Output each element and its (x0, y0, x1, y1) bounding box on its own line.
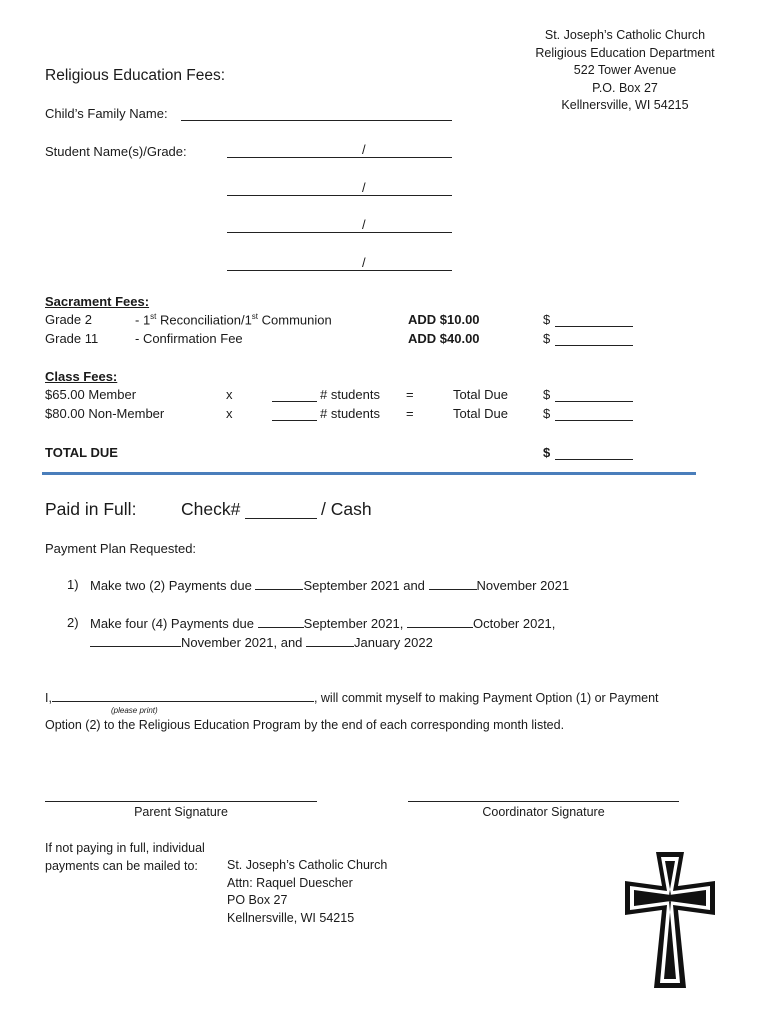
total-due-label: Total Due (453, 406, 508, 421)
church-department: Religious Education Department (535, 45, 715, 60)
student-separator: / (362, 217, 366, 232)
mail-attn: Attn: Raquel Duescher (227, 875, 353, 890)
family-name-field[interactable] (181, 120, 452, 121)
check-number-field[interactable] (245, 518, 317, 519)
payment-date-field[interactable] (429, 577, 477, 590)
times-sign: x (226, 406, 233, 421)
commitment-line-2: Option (2) to the Religious Education Program by the end of each corresponding month listed. (45, 718, 565, 732)
sacrament-add-amount: ADD $40.00 (408, 331, 480, 346)
parent-signature-field[interactable] (45, 801, 317, 802)
coordinator-signature-label: Coordinator Signature (482, 805, 605, 819)
family-name-label: Child’s Family Name: (45, 106, 168, 121)
church-street: 522 Tower Avenue (573, 63, 677, 77)
class-fee-label: $65.00 Member (45, 387, 137, 402)
sacrament-amount-field[interactable] (555, 326, 633, 327)
option-number: 2) (67, 615, 79, 630)
sacrament-grade: Grade 11 (45, 331, 99, 346)
please-print-note: (please print) (111, 706, 158, 715)
equals-sign: = (406, 387, 414, 402)
students-label: # students (320, 387, 380, 402)
church-po-box: P.O. Box 27 (592, 80, 658, 95)
coordinator-signature-field[interactable] (408, 801, 679, 802)
class-fee-label: $80.00 Non-Member (45, 406, 165, 421)
section-divider (42, 472, 696, 475)
currency-sign: $ (543, 445, 551, 460)
paid-in-full-label: Paid in Full: (45, 499, 137, 519)
student-label: Student Name(s)/Grade: (45, 144, 187, 159)
student-name-field-2[interactable] (227, 195, 452, 196)
student-name-field-1[interactable] (227, 157, 452, 158)
sacrament-heading: Sacrament Fees: (45, 294, 150, 309)
student-count-field[interactable] (272, 420, 317, 421)
check-label: Check# (181, 499, 241, 519)
cash-label: / Cash (321, 499, 372, 519)
currency-sign: $ (543, 406, 551, 421)
sacrament-grade: Grade 2 (45, 312, 92, 327)
option-number: 1) (67, 577, 79, 592)
payment-date-field[interactable] (90, 634, 181, 647)
sacrament-description: - Confirmation Fee (135, 331, 243, 346)
mail-city: Kellnersville, WI 54215 (227, 910, 355, 925)
sacrament-description: - 1st Reconciliation/1st Communion (135, 312, 332, 328)
student-separator: / (362, 142, 366, 157)
parent-signature-label: Parent Signature (134, 805, 228, 819)
sacrament-amount-field[interactable] (555, 345, 633, 346)
student-separator: / (362, 180, 366, 195)
payment-date-field[interactable] (258, 615, 304, 628)
payment-option-2-line-2: November 2021, and January 2022 (90, 634, 433, 650)
parent-name-field[interactable] (52, 689, 314, 702)
mail-po-box: PO Box 27 (227, 893, 288, 907)
student-name-field-4[interactable] (227, 270, 452, 271)
class-fees-heading: Class Fees: (45, 369, 118, 384)
times-sign: x (226, 387, 233, 402)
equals-sign: = (406, 406, 414, 421)
payment-date-field[interactable] (407, 615, 473, 628)
grand-total-label: TOTAL DUE (45, 445, 118, 460)
payment-date-field[interactable] (306, 634, 354, 647)
church-city: Kellnersville, WI 54215 (561, 98, 689, 112)
student-count-field[interactable] (272, 401, 317, 402)
payment-option-2-line-1: Make four (4) Payments due September 2021, October 2021, (90, 616, 556, 631)
class-fee-amount-field[interactable] (555, 401, 633, 402)
student-separator: / (362, 255, 366, 270)
mail-church-name: St. Joseph’s Catholic Church (227, 858, 388, 872)
student-name-field-3[interactable] (227, 232, 452, 233)
currency-sign: $ (543, 387, 551, 402)
payment-option-1: Make two (2) Payments due September 2021 and November 2021 (90, 578, 570, 593)
church-name: St. Joseph’s Catholic Church (544, 28, 706, 42)
students-label: # students (320, 406, 380, 421)
class-fee-amount-field[interactable] (555, 420, 633, 421)
grand-total-field[interactable] (555, 459, 633, 460)
currency-sign: $ (543, 312, 551, 327)
payment-date-field[interactable] (255, 577, 303, 590)
cross-icon (622, 850, 718, 990)
sacrament-add-amount: ADD $10.00 (408, 312, 480, 327)
form-title: Religious Education Fees: (45, 67, 226, 84)
total-due-label: Total Due (453, 387, 508, 402)
mail-note: If not paying in full, individual payments can be mailed to: (45, 841, 205, 873)
currency-sign: $ (543, 331, 551, 346)
church-address-block (520, 27, 730, 115)
commitment-line-1: I, , will commit myself to making Payment Option (1) or Payment (45, 691, 659, 705)
mail-address (227, 857, 387, 927)
payment-plan-label: Payment Plan Requested: (45, 541, 197, 556)
